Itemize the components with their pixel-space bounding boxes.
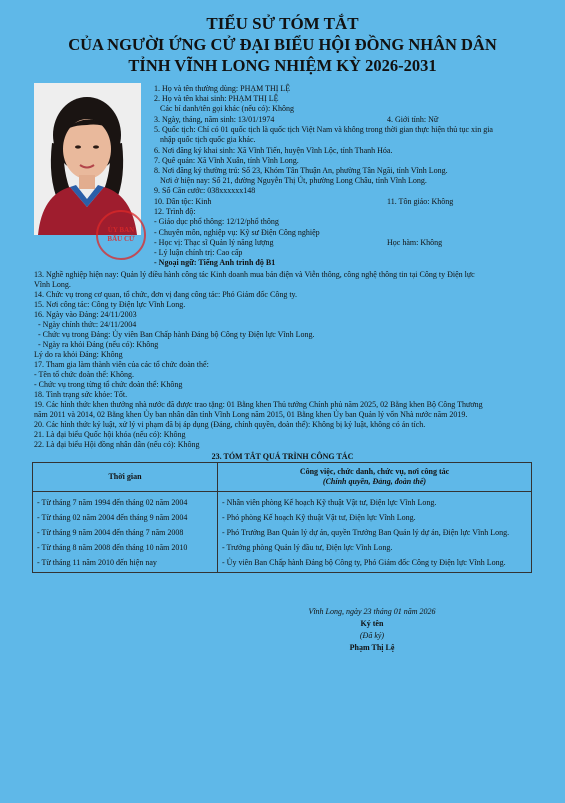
info-party-position: - Chức vụ trong Đảng: Ủy viên Ban Chấp hành Đảng bộ Công ty Điện lực Vĩnh Long. <box>38 330 315 339</box>
table-row: - Từ tháng 7 năm 1994 đến tháng 02 năm 2004 - Nhân viên phòng Kế hoạch Kỹ thuật Vật tư, Điện lực Vĩnh Long. <box>33 492 532 511</box>
info-awards: 19. Các hình thức khen thưởng nhà nước đã được trao tặng: 01 Bằng khen Thủ tướng Chính phủ năm 2025, 02 Bằng khen Bộ Công Thương <box>34 400 483 409</box>
info-dob: 3. Ngày, tháng, năm sinh: 13/01/1974 <box>154 115 275 124</box>
info-awards-cont: năm 2011 và 2014, 02 Bằng khen Ủy ban nhân dân tỉnh Vĩnh Long năm 2015, 01 Bằng khen Ủy ban Quản lý vốn Nhà nước năm 2019. <box>34 410 468 419</box>
info-aliases: Các bí danh/tên gọi khác (nếu có): Không <box>160 104 294 113</box>
info-foreign-language: - Ngoại ngữ: Tiếng Anh trình độ B1 <box>154 258 276 267</box>
info-religion: 11. Tôn giáo: Không <box>387 197 454 206</box>
document-subtitle-term: TỈNH VĨNH LONG NHIỆM KỲ 2026-2031 <box>128 56 437 75</box>
info-id-number: 9. Số Căn cước: 038xxxxxx148 <box>154 186 256 195</box>
info-degree: - Học vị: Thạc sĩ Quản lý năng lượng <box>154 238 274 247</box>
signature-label: Ký tên <box>360 619 384 628</box>
table-row: - Từ tháng 9 năm 2004 đến tháng 7 năm 2008 - Phó Trưởng Ban Quản lý dự án, quyền Trưởng Ban Quản lý dự án, Điện lực Vĩnh Long. <box>33 525 532 540</box>
info-organization-role: - Chức vụ trong từng tổ chức đoàn thể: Không <box>34 380 183 389</box>
info-party-leave-reason: Lý do ra khỏi Đảng: Không <box>34 350 123 359</box>
info-birth-registration: 6. Nơi đăng ký khai sinh: Xã Vĩnh Tiến, huyện Vĩnh Lộc, tỉnh Thanh Hóa. <box>154 146 393 155</box>
document-subtitle: CỦA NGƯỜI ỨNG CỬ ĐẠI BIỂU HỘI ĐỒNG NHÂN DÂN <box>68 35 497 54</box>
signature-status: (Đã ký) <box>359 631 385 640</box>
info-common-name: 1. Họ và tên thường dùng: PHẠM THỊ LỆ <box>154 84 291 93</box>
info-people-council: 22. Là đại biểu Hội đồng nhân dân (nếu có): Không <box>34 440 200 449</box>
info-current-address: Nơi ở hiện nay: Số 21, đường Nguyễn Thị Út, phường Long Châu, tỉnh Vĩnh Long. <box>160 176 427 185</box>
history-col-time: Thời gian <box>33 463 218 492</box>
signer-name: Phạm Thị Lệ <box>349 643 395 652</box>
work-history-table <box>32 462 532 573</box>
signature-place-date: Vĩnh Long, ngày 23 tháng 01 năm 2026 <box>308 607 436 616</box>
table-row: - Từ tháng 8 năm 2008 đến tháng 10 năm 2010 - Trưởng phòng Quản lý đầu tư, Điện lực Vĩnh Long. <box>33 540 532 555</box>
history-col-work: Công việc, chức danh, chức vụ, nơi công tác (Chính quyền, Đảng, đoàn thể) <box>218 463 532 492</box>
info-workplace: 15. Nơi công tác: Công ty Điện lực Vĩnh Long. <box>34 300 186 309</box>
info-nationality: 5. Quốc tịch: Chỉ có 01 quốc tịch là quốc tịch Việt Nam và không trong thời gian thực hiện thủ tục xin gia <box>154 125 493 134</box>
info-party-official-date: - Ngày chính thức: 24/11/2004 <box>38 320 137 329</box>
table-row: - Từ tháng 02 năm 2004 đến tháng 9 năm 2004 - Phó phòng Kế hoạch Kỹ thuật Vật tư, Điện lực Vĩnh Long. <box>33 510 532 525</box>
info-health: 18. Tình trạng sức khỏe: Tốt. <box>34 390 128 399</box>
info-gender: 4. Giới tính: Nữ <box>387 115 439 124</box>
info-occupation-cont: Vĩnh Long. <box>34 280 71 289</box>
info-occupation: 13. Nghề nghiệp hiện nay: Quản lý điều hành công tác Kinh doanh mua bán điện và Viễn thông, công nghệ thông tin tại Công ty Điện lực <box>34 270 475 279</box>
document-title: TIỂU SỬ TÓM TẮT <box>206 14 359 33</box>
info-organization-name: - Tên tổ chức đoàn thể: Không. <box>34 370 134 379</box>
info-nationality-cont: nhập quốc tịch quốc gia khác. <box>160 135 256 144</box>
info-residence: 8. Nơi đăng ký thường trú: Số 23, Khóm Tân Thuận An, phường Tân Ngãi, tỉnh Vĩnh Long. <box>154 166 448 175</box>
info-education: 12. Trình độ: <box>154 207 196 216</box>
info-hometown: 7. Quê quán: Xã Vĩnh Xuân, tỉnh Vĩnh Long. <box>154 156 299 165</box>
history-section-title: 23. TÓM TẮT QUÁ TRÌNH CÔNG TÁC <box>211 452 354 461</box>
table-row: - Từ tháng 11 năm 2010 đến hiện nay - Ủy viên Ban Chấp hành Đảng bộ Công ty, Phó Giám đốc Công ty Điện lực Vĩnh Long. <box>33 555 532 573</box>
info-profession: - Chuyên môn, nghiệp vụ: Kỹ sư Điện Công nghiệp <box>154 228 320 237</box>
info-general-education: - Giáo dục phổ thông: 12/12/phổ thông <box>154 217 279 226</box>
info-political-theory: - Lý luận chính trị: Cao cấp <box>154 248 243 257</box>
info-position: 14. Chức vụ trong cơ quan, tổ chức, đơn vị đang công tác: Phó Giám đốc Công ty. <box>34 290 298 299</box>
info-party-join-date: 16. Ngày vào Đảng: 24/11/2003 <box>34 310 137 319</box>
info-party-leave-date: - Ngày ra khỏi Đảng (nếu có): Không <box>38 340 159 349</box>
info-organizations: 17. Tham gia làm thành viên của các tổ chức đoàn thể: <box>34 360 209 369</box>
info-national-assembly: 21. Là đại biểu Quốc hội khóa (nếu có): Không <box>34 430 186 439</box>
election-committee-stamp: ỦY BAN BẦU CỬ <box>96 210 146 260</box>
info-academic-title: Học hàm: Không <box>387 238 443 247</box>
info-birth-name: 2. Họ và tên khai sinh: PHẠM THỊ LỆ <box>154 94 279 103</box>
info-discipline: 20. Các hình thức kỷ luật, xử lý vi phạm đã bị áp dụng (Đảng, chính quyền, đoàn thể): Không bị kỷ luật, không có án tích. <box>34 420 426 429</box>
info-ethnicity: 10. Dân tộc: Kinh <box>154 197 212 206</box>
